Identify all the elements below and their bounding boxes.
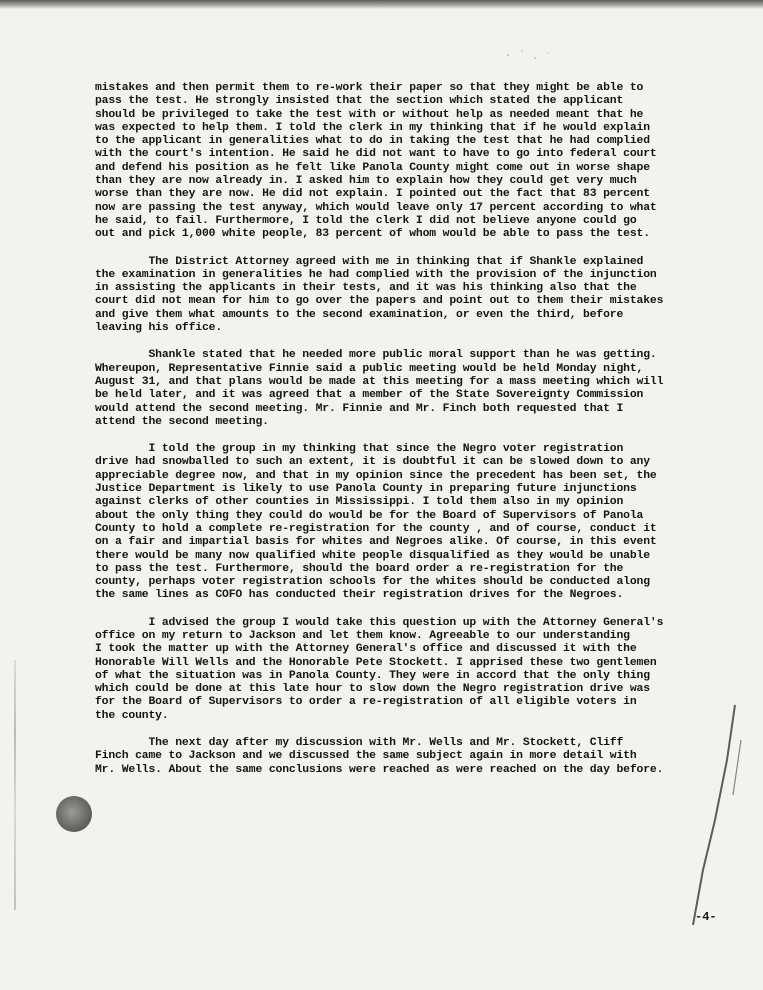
text-line: he said, to fail. Furthermore, I told the clerk I did not believe anyone could go: [95, 214, 637, 227]
text-line: Mr. Wells. About the same conclusions were reached as were reached on the day before.: [95, 763, 664, 776]
paragraph: [95, 443, 745, 603]
text-line: the county.: [95, 709, 169, 722]
text-line: office on my return to Jackson and let them know. Agreeable to our understanding: [95, 629, 630, 642]
paragraph: [95, 737, 745, 777]
text-line: court did not mean for him to go over the papers and point out to them their mistakes: [95, 295, 664, 308]
text-line: was expected to help them. I told the clerk in my thinking that if he would explain: [95, 121, 650, 134]
text-line: about the only thing they could do would be for the Board of Supervisors of Panola: [95, 509, 644, 522]
text-line: attend the second meeting.: [95, 415, 269, 428]
text-line: the same lines as COFO has conducted their registration drives for the Negroes.: [95, 589, 624, 602]
page-number: -4-: [695, 910, 717, 924]
punch-hole: [56, 796, 92, 832]
text-line: to the applicant in generalities what to do in taking the test that he had complied: [95, 135, 650, 148]
paragraph: [95, 82, 745, 242]
text-line: which could be done at this late hour to slow down the Negro registration drive was: [95, 683, 650, 696]
text-line: the examination in generalities he had complied with the provision of the injunction: [95, 268, 657, 281]
text-line: drive had snowballed to such an extent, it is doubtful it can be slowed down to any: [95, 456, 650, 469]
scan-top-edge: [0, 0, 763, 9]
text-line: than they are now already in. I asked him to explain how they could get very much: [95, 175, 637, 188]
text-line: Justice Department is likely to use Panola County in preparing future injunctions: [95, 483, 637, 496]
text-line: I advised the group I would take this question up with the Attorney General's: [95, 616, 664, 629]
scan-speckle: [500, 45, 560, 65]
margin-scratch-mark: [655, 700, 745, 930]
text-line: mistakes and then permit them to re-work their paper so that they might be able to: [95, 82, 644, 94]
text-line: and give them what amounts to the second examination, or even the third, before: [95, 308, 624, 321]
text-line: Whereupon, Representative Finnie said a public meeting would be held Monday night,: [95, 362, 644, 375]
paragraph: [95, 349, 745, 429]
text-line: pass the test. He strongly insisted that the section which stated the applicant: [95, 95, 624, 108]
text-line: worse than they are now. He did not explain. I pointed out the fact that 83 percent: [95, 188, 650, 201]
text-line: The next day after my discussion with Mr. Wells and Mr. Stockett, Cliff: [95, 737, 624, 750]
text-line: I told the group in my thinking that since the Negro voter registration: [95, 443, 624, 456]
letter-body: [95, 82, 745, 791]
text-line: would attend the second meeting. Mr. Finnie and Mr. Finch both requested that I: [95, 402, 624, 415]
text-line: August 31, and that plans would be made at this meeting for a mass meeting which will: [95, 375, 664, 388]
text-line: be held later, and it was agreed that a member of the State Sovereignty Commission: [95, 389, 644, 402]
text-line: Finch came to Jackson and we discussed the same subject again in more detail with: [95, 750, 637, 763]
paragraph: [95, 256, 745, 336]
text-line: with the court's intention. He said he did not want to have to go into federal court: [95, 148, 657, 161]
text-line: for the Board of Supervisors to order a re-registration of all eligible voters in: [95, 696, 637, 709]
text-line: to pass the test. Furthermore, should the board order a re-registration for the: [95, 562, 624, 575]
margin-pen-mark: [14, 660, 16, 910]
text-line: out and pick 1,000 white people, 83 percent of whom would be able to pass the test.: [95, 228, 650, 241]
text-line: County to hold a complete re-registration for the county , and of course, conduct it: [95, 522, 657, 535]
text-line: against clerks of other counties in Mississippi. I told them also in my opinion: [95, 496, 624, 509]
text-line: and defend his position as he felt like Panola County might come out in worse shape: [95, 161, 650, 174]
text-line: of what the situation was in Panola County. They were in accord that the only thing: [95, 669, 650, 682]
text-line: there would be many now qualified white people disqualified as they would be unable: [95, 549, 650, 562]
text-line: The District Attorney agreed with me in thinking that if Shankle explained: [95, 255, 644, 268]
text-line: in assisting the applicants in their tests, and it was his thinking also that the: [95, 282, 637, 295]
text-line: county, perhaps voter registration schools for the whites should be conducted along: [95, 576, 650, 589]
text-line: appreciable degree now, and that in my opinion since the precedent has been set, the: [95, 469, 657, 482]
text-line: should be privileged to take the test with or without help as needed meant that he: [95, 108, 644, 121]
text-line: Honorable Will Wells and the Honorable Pete Stockett. I apprised these two gentlemen: [95, 656, 657, 669]
text-line: leaving his office.: [95, 322, 223, 335]
text-line: Shankle stated that he needed more public moral support than he was getting.: [95, 349, 657, 362]
text-line: now are passing the test anyway, which would leave only 17 percent according to what: [95, 201, 657, 214]
text-line: I took the matter up with the Attorney General's office and discussed it with the: [95, 643, 637, 656]
text-line: on a fair and impartial basis for whites and Negroes alike. Of course, in this event: [95, 536, 657, 549]
paragraph: [95, 617, 745, 723]
